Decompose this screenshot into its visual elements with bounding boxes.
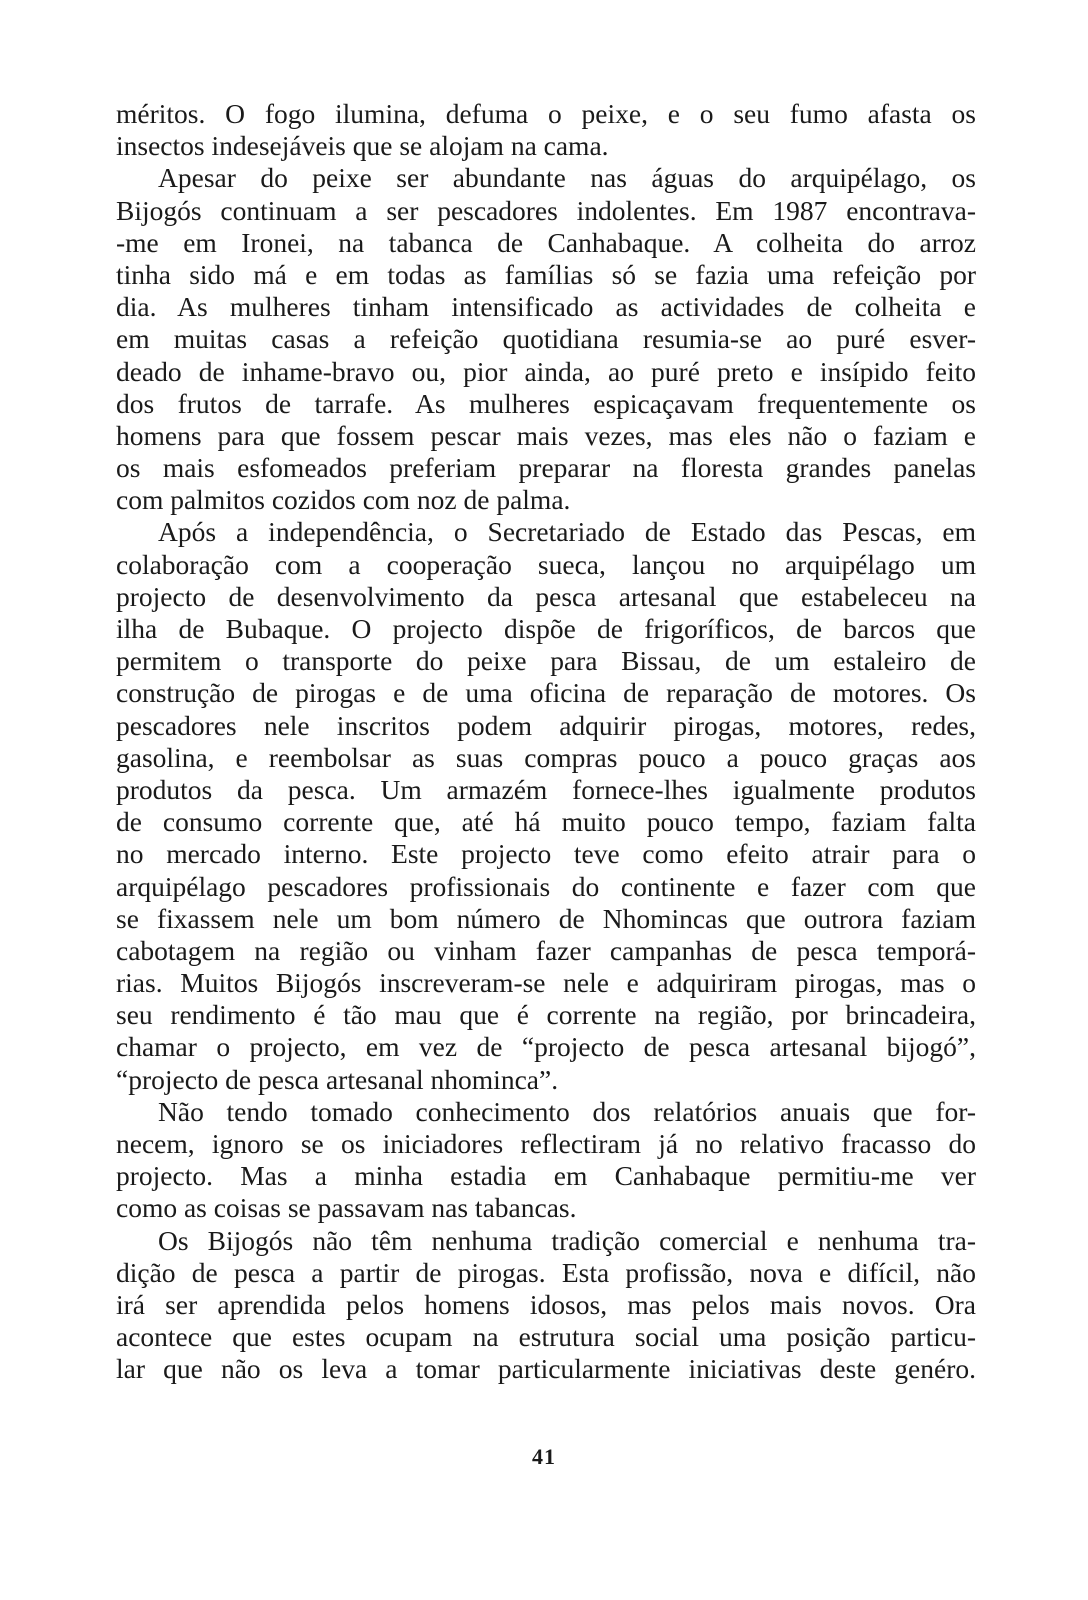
text-line: como as coisas se passavam nas tabancas.: [116, 1192, 577, 1224]
text-line: gasolina, e reembolsar as suas compras pouco a pouco graças aos: [116, 741, 976, 773]
text-line: projecto. Mas a minha estadia em Canhabaque permitiu-me ver: [116, 1160, 976, 1192]
page-number: 41: [532, 1444, 556, 1469]
text-line: -me em Ironei, na tabanca de Canhabaque. A colheita do arroz: [116, 226, 976, 258]
text-line: cabotagem na região ou vinham fazer campanhas de pesca temporá-: [116, 934, 976, 966]
text-line: tinha sido má e em todas as famílias só se fazia uma refeição por: [116, 258, 976, 290]
text-line: lar que não os leva a tomar particularmente iniciativas deste genéro.: [116, 1353, 976, 1385]
text-line: com palmitos cozidos com noz de palma.: [116, 484, 571, 516]
text-line: produtos da pesca. Um armazém fornece-lhes igualmente produtos: [116, 773, 976, 805]
text-line: projecto de desenvolvimento da pesca artesanal que estabeleceu na: [116, 580, 976, 612]
text-line: acontece que estes ocupam na estrutura social uma posição particu-: [116, 1321, 976, 1353]
page-body: [116, 98, 976, 1386]
text-line: chamar o projecto, em vez de “projecto de pesca artesanal bijogó”,: [116, 1031, 976, 1063]
text-line: Bijogós continuam a ser pescadores indolentes. Em 1987 encontrava-: [116, 194, 976, 226]
text-line: Após a independência, o Secretariado de Estado das Pescas, em: [158, 516, 976, 548]
text-line: arquipélago pescadores profissionais do continente e fazer com que: [116, 870, 976, 902]
text-line: construção de pirogas e de uma oficina de reparação de motores. Os: [116, 677, 976, 709]
text-line: em muitas casas a refeição quotidiana resumia-se ao puré esver-: [116, 323, 976, 355]
text-line: “projecto de pesca artesanal nhominca”.: [116, 1063, 559, 1095]
text-line: seu rendimento é tão mau que é corrente na região, por brincadeira,: [116, 999, 976, 1031]
text-line: no mercado interno. Este projecto teve como efeito atrair para o: [116, 838, 976, 870]
text-line: ilha de Bubaque. O projecto dispõe de frigoríficos, de barcos que: [116, 613, 976, 644]
text-line: rias. Muitos Bijogós inscreveram-se nele e adquiriram pirogas, mas o: [116, 967, 976, 999]
text-line: os mais esfomeados preferiam preparar na floresta grandes panelas: [116, 452, 976, 484]
text-line: dição de pesca a partir de pirogas. Esta profissão, nova e difícil, não: [116, 1256, 976, 1288]
text-line: colaboração com a cooperação sueca, lançou no arquipélago um: [116, 548, 976, 580]
text-line: méritos. O fogo ilumina, defuma o peixe, e o seu fumo afasta os: [116, 98, 976, 129]
text-line: dia. As mulheres tinham intensificado as actividades de colheita e: [116, 291, 976, 323]
text-line: insectos indesejáveis que se alojam na cama.: [116, 130, 609, 162]
text-line: deado de inhame-bravo ou, pior ainda, ao puré preto e insípido feito: [116, 355, 976, 387]
text-line: homens para que fossem pescar mais vezes, mas eles não o faziam e: [116, 419, 976, 451]
text-line: de consumo corrente que, até há muito pouco tempo, faziam falta: [116, 806, 976, 838]
text-line: Apesar do peixe ser abundante nas águas do arquipélago, os: [158, 162, 976, 194]
text-line: dos frutos de tarrafe. As mulheres espicaçavam frequentemente os: [116, 387, 976, 419]
text-line: pescadores nele inscritos podem adquirir pirogas, motores, redes,: [116, 709, 976, 741]
text-line: necem, ignoro se os iniciadores reflectiram já no relativo fracasso do: [116, 1128, 976, 1159]
text-line: Os Bijogós não têm nenhuma tradição comercial e nenhuma tra-: [158, 1224, 976, 1256]
text-line: se fixassem nele um bom número de Nhomincas que outrora faziam: [116, 902, 976, 934]
text-line: Não tendo tomado conhecimento dos relatórios anuais que for-: [158, 1095, 976, 1127]
text-line: permitem o transporte do peixe para Bissau, de um estaleiro de: [116, 645, 976, 677]
text-line: irá ser aprendida pelos homens idosos, mas pelos mais novos. Ora: [116, 1288, 976, 1320]
